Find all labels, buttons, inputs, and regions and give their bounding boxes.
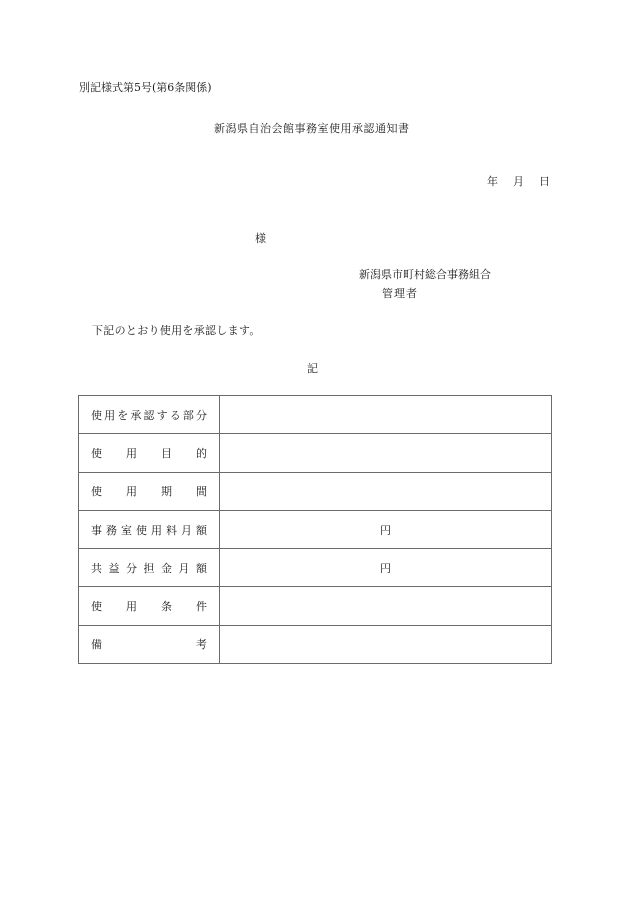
row-label-cell xyxy=(79,396,220,434)
row-label-char: 承 xyxy=(130,408,142,422)
row-label-char: 月 xyxy=(181,523,192,537)
document-title: 新潟県自治会館事務室使用承認通知書 xyxy=(214,122,410,135)
row-label-char: 使 xyxy=(91,600,102,614)
row-label-char: 分 xyxy=(196,408,207,422)
yen-unit: 円 xyxy=(380,561,391,575)
row-label-char: 益 xyxy=(108,561,120,575)
row-label-char: 額 xyxy=(196,523,207,537)
row-label-char: 備 xyxy=(91,638,102,652)
row-label-char: 料 xyxy=(166,523,177,537)
table-row xyxy=(79,434,552,472)
row-label-char: 部 xyxy=(182,408,194,422)
row-label-char: 考 xyxy=(196,638,207,652)
row-label-cell xyxy=(79,625,220,663)
table-row xyxy=(79,510,552,548)
row-label-char: 期 xyxy=(161,485,172,499)
form-number: 別記様式第5号(第6条関係) xyxy=(79,81,212,94)
row-label-char: 認 xyxy=(143,408,155,422)
row-label xyxy=(91,407,207,423)
row-label-cell xyxy=(79,510,220,548)
row-label-char: 分 xyxy=(126,561,137,575)
row-label-char: 条 xyxy=(161,600,172,614)
issuer-title: 管理者 xyxy=(382,287,418,300)
row-value-cell xyxy=(220,625,552,663)
table-row xyxy=(79,472,552,510)
row-label-char: 金 xyxy=(161,561,172,575)
row-value-cell xyxy=(220,510,552,548)
row-label-char: 月 xyxy=(178,561,190,575)
table-row xyxy=(79,549,552,587)
row-label xyxy=(91,522,207,538)
row-label-char: 事 xyxy=(91,523,102,537)
row-value-cell xyxy=(220,549,552,587)
row-label xyxy=(91,483,207,499)
table-row xyxy=(79,396,552,434)
table-row xyxy=(79,587,552,625)
row-label-char: 用 xyxy=(126,446,137,460)
row-label-char: 用 xyxy=(104,408,116,422)
row-label-char: 室 xyxy=(121,523,132,537)
intro-text: 下記のとおり使用を承認します。 xyxy=(92,324,261,337)
row-label-char: 用 xyxy=(151,523,162,537)
row-label-char: 使 xyxy=(91,485,102,499)
date-day-label: 日 xyxy=(539,175,550,188)
row-label xyxy=(91,598,207,614)
row-label-cell xyxy=(79,587,220,625)
row-label-char: 間 xyxy=(196,485,207,499)
detail-table xyxy=(78,395,552,664)
row-label xyxy=(91,560,207,576)
row-value-cell xyxy=(220,434,552,472)
row-label-char: る xyxy=(169,408,181,422)
date-month-label: 月 xyxy=(513,175,524,188)
row-label-char: 務 xyxy=(106,523,117,537)
row-label-cell xyxy=(79,549,220,587)
row-label-char: 用 xyxy=(126,485,137,499)
row-value-cell xyxy=(220,396,552,434)
date-line xyxy=(487,176,550,187)
ki-heading: 記 xyxy=(307,362,318,375)
row-label-char: 使 xyxy=(136,523,147,537)
row-label-char: を xyxy=(117,408,129,422)
issuer-organization: 新潟県市町村総合事務組合 xyxy=(359,268,491,281)
row-label-char: 使 xyxy=(91,408,102,422)
row-label xyxy=(91,636,207,652)
yen-unit: 円 xyxy=(380,523,391,537)
row-label-char: 目 xyxy=(161,446,172,460)
row-value-cell xyxy=(220,587,552,625)
row-label xyxy=(91,445,207,461)
addressee-suffix: 様 xyxy=(255,232,266,245)
table-row xyxy=(79,625,552,663)
row-label-cell xyxy=(79,434,220,472)
row-label-char: す xyxy=(156,408,168,422)
row-label-char: 件 xyxy=(196,600,207,614)
row-label-cell xyxy=(79,472,220,510)
row-label-char: 担 xyxy=(143,561,155,575)
row-value-cell xyxy=(220,472,552,510)
row-label-char: 額 xyxy=(196,561,207,575)
row-label-char: 使 xyxy=(91,446,102,460)
row-label-char: 共 xyxy=(91,561,102,575)
date-year-label: 年 xyxy=(487,175,498,188)
row-label-char: 用 xyxy=(126,600,137,614)
row-label-char: 的 xyxy=(196,446,207,460)
